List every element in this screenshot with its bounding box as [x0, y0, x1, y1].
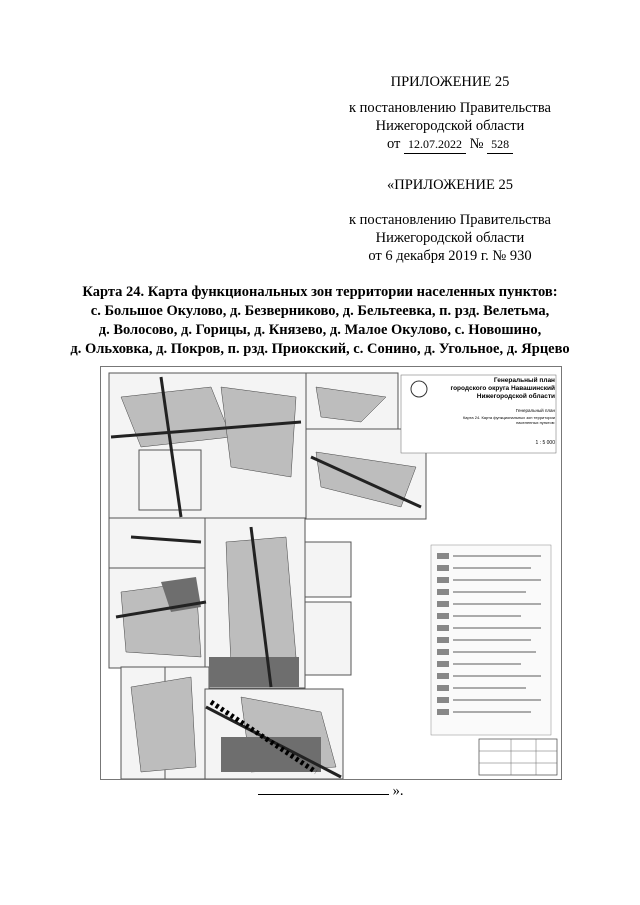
title-line-2: с. Большое Окулово, д. Безверниково, д. Бельтеевка, п. рзд. Велетьма, [90, 303, 550, 319]
title-line-1: Карта 24. Карта функциональных зон территории населенных пунктов: [82, 284, 558, 300]
map-plan-subtitle: Генеральный план [515, 408, 555, 413]
from-prefix: от [386, 136, 401, 152]
map-title-block [441, 377, 555, 447]
map-plan-region: Нижегородской области [476, 393, 555, 400]
old-appendix-label: «ПРИЛОЖЕНИЕ 25 [387, 177, 513, 193]
map-scale: 1 : 5 000 [535, 440, 555, 446]
resolution-reference [300, 99, 600, 154]
old-region-text: Нижегородской области [375, 230, 525, 246]
document-title [20, 283, 620, 359]
map-plan-title: Генеральный план [493, 377, 555, 384]
functional-zones-map [100, 366, 562, 780]
title-line-3: д. Волосово, д. Горицы, д. Князево, д. Малое Окулово, с. Новошино, [98, 322, 542, 338]
region-text: Нижегородской области [375, 118, 525, 134]
resolution-text: к постановлению Правительства [349, 100, 551, 116]
title-line-4: д. Ольховка, д. Покров, п. рзд. Приокский, с. Сонино, д. Угольное, д. Ярцево [70, 341, 570, 357]
resolution-date-line [300, 135, 600, 154]
appendix-header [300, 73, 600, 91]
closing-line [258, 781, 498, 800]
old-resolution-text: к постановлению Правительства [349, 212, 551, 228]
old-appendix-header [300, 176, 600, 194]
old-resolution-date: от 6 декабря 2019 г. № 930 [368, 248, 532, 264]
resolution-date: 12.07.2022 [404, 135, 466, 154]
old-resolution-reference [300, 211, 600, 265]
resolution-number: 528 [487, 135, 513, 154]
map-plan-caption: Карта 24. Карта функциональных зон территории населенных пунктов: [462, 415, 555, 425]
title-stamp [479, 739, 557, 775]
appendix-label: ПРИЛОЖЕНИЕ 25 [390, 74, 510, 90]
blank-underline [258, 781, 389, 795]
map-plan-district: городского округа Навашинский [450, 385, 555, 392]
number-prefix: № [469, 136, 484, 152]
closing-quote: ». [392, 783, 404, 799]
